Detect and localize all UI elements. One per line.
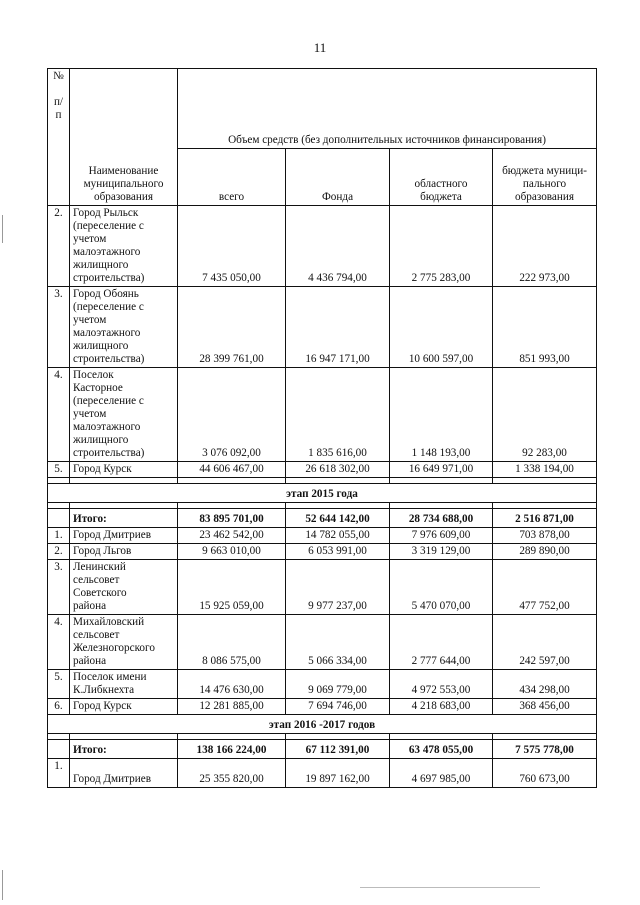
- row-regional: 10 600 597,00: [390, 287, 493, 368]
- row-total: 25 355 820,00: [178, 759, 286, 788]
- table-row: [48, 462, 597, 478]
- table-row: [48, 759, 597, 788]
- total-fund: 67 112 391,00: [286, 740, 390, 759]
- row-number: 3.: [48, 287, 70, 368]
- stage-2015-title: этап 2015 года: [48, 484, 597, 503]
- stage-2016-total-row: [48, 740, 597, 759]
- row-number: 5.: [48, 462, 70, 478]
- table-row: [48, 287, 597, 368]
- row-number: 2.: [48, 206, 70, 287]
- header-no-label: №: [53, 70, 64, 82]
- row-regional: 2 777 644,00: [390, 615, 493, 670]
- row-municipal: 368 456,00: [493, 699, 597, 715]
- scan-artifact-line: [360, 887, 540, 888]
- row-total: 15 925 059,00: [178, 560, 286, 615]
- row-total: 3 076 092,00: [178, 368, 286, 462]
- row-total: 23 462 542,00: [178, 528, 286, 544]
- row-fund: 7 694 746,00: [286, 699, 390, 715]
- row-municipal: 434 298,00: [493, 670, 597, 699]
- total-all: 83 895 701,00: [178, 509, 286, 528]
- row-fund: 16 947 171,00: [286, 287, 390, 368]
- stage-2015-row: [48, 484, 597, 503]
- total-regional: 28 734 688,00: [390, 509, 493, 528]
- row-regional: 16 649 971,00: [390, 462, 493, 478]
- total-label: Итого:: [70, 509, 178, 528]
- row-total: 8 086 575,00: [178, 615, 286, 670]
- row-number: 4.: [48, 368, 70, 462]
- row-regional: 4 218 683,00: [390, 699, 493, 715]
- table-row: [48, 368, 597, 462]
- row-fund: 4 436 794,00: [286, 206, 390, 287]
- total-fund: 52 644 142,00: [286, 509, 390, 528]
- row-total: 14 476 630,00: [178, 670, 286, 699]
- funding-table: [47, 68, 597, 788]
- header-cell-municipal: бюджета муници- пального образования: [493, 148, 597, 205]
- row-municipal: 92 283,00: [493, 368, 597, 462]
- row-municipal: 242 597,00: [493, 615, 597, 670]
- row-name: Город Льгов: [70, 544, 178, 560]
- header-pp-label: п/ п: [53, 96, 64, 121]
- header-cell-group: Объем средств (без дополнительных источников финансирования): [178, 69, 597, 149]
- row-municipal: 477 752,00: [493, 560, 597, 615]
- row-regional: 1 148 193,00: [390, 368, 493, 462]
- total-label: Итого:: [70, 740, 178, 759]
- total-regional: 63 478 055,00: [390, 740, 493, 759]
- row-total: 9 663 010,00: [178, 544, 286, 560]
- row-total: 28 399 761,00: [178, 287, 286, 368]
- row-municipal: 760 673,00: [493, 759, 597, 788]
- row-number: 2.: [48, 544, 70, 560]
- page-number: 11: [313, 40, 327, 55]
- table-row: [48, 699, 597, 715]
- row-number: 1.: [48, 528, 70, 544]
- row-municipal: 222 973,00: [493, 206, 597, 287]
- stage-2015-total-row: [48, 509, 597, 528]
- total-all: 138 166 224,00: [178, 740, 286, 759]
- row-number: 5.: [48, 670, 70, 699]
- row-regional: 4 697 985,00: [390, 759, 493, 788]
- row-fund: 6 053 991,00: [286, 544, 390, 560]
- table-header-row: [48, 69, 597, 149]
- total-municipal: 2 516 871,00: [493, 509, 597, 528]
- row-fund: 14 782 055,00: [286, 528, 390, 544]
- table-row: [48, 670, 597, 699]
- row-total: 7 435 050,00: [178, 206, 286, 287]
- row-name: Город Обоянь (переселение с учетом малоэтажного жилищного строительства): [70, 287, 178, 368]
- row-fund: 26 618 302,00: [286, 462, 390, 478]
- total-municipal: 7 575 778,00: [493, 740, 597, 759]
- row-number: 1.: [48, 759, 70, 788]
- row-total: 12 281 885,00: [178, 699, 286, 715]
- header-cell-total: всего: [178, 148, 286, 205]
- row-regional: 5 470 070,00: [390, 560, 493, 615]
- row-fund: 5 066 334,00: [286, 615, 390, 670]
- row-name: Город Дмитриев: [70, 528, 178, 544]
- row-regional: 2 775 283,00: [390, 206, 493, 287]
- header-cell-regional: областного бюджета: [390, 148, 493, 205]
- row-number: 3.: [48, 560, 70, 615]
- row-name: Михайловский сельсовет Железногорского района: [70, 615, 178, 670]
- row-fund: 9 069 779,00: [286, 670, 390, 699]
- header-cell-name: Наименование муниципального образования: [70, 69, 178, 206]
- row-total: 44 606 467,00: [178, 462, 286, 478]
- table-row: [48, 206, 597, 287]
- row-name: Поселок имени К.Либкнехта: [70, 670, 178, 699]
- row-municipal: 703 878,00: [493, 528, 597, 544]
- row-name: Поселок Касторное (переселение с учетом малоэтажного жилищного строительства): [70, 368, 178, 462]
- row-number: 4.: [48, 615, 70, 670]
- row-regional: 4 972 553,00: [390, 670, 493, 699]
- row-fund: 19 897 162,00: [286, 759, 390, 788]
- row-name: Город Курск: [70, 699, 178, 715]
- header-cell-fund: Фонда: [286, 148, 390, 205]
- table-row: [48, 560, 597, 615]
- scan-edge-mark: [2, 215, 3, 243]
- table-row: [48, 528, 597, 544]
- row-name: Город Рыльск (переселение с учетом малоэтажного жилищного строительства): [70, 206, 178, 287]
- row-regional: 7 976 609,00: [390, 528, 493, 544]
- row-regional: 3 319 129,00: [390, 544, 493, 560]
- scan-edge-mark: [2, 870, 3, 900]
- row-name: Город Дмитриев: [70, 759, 178, 788]
- table-row: [48, 544, 597, 560]
- stage-2016-row: [48, 715, 597, 734]
- table-row: [48, 615, 597, 670]
- row-municipal: 289 890,00: [493, 544, 597, 560]
- stage-2016-title: этап 2016 -2017 годов: [48, 715, 597, 734]
- row-name: Город Курск: [70, 462, 178, 478]
- header-cell-number: [48, 69, 70, 206]
- row-municipal: 1 338 194,00: [493, 462, 597, 478]
- row-municipal: 851 993,00: [493, 287, 597, 368]
- row-fund: 9 977 237,00: [286, 560, 390, 615]
- row-number: 6.: [48, 699, 70, 715]
- row-fund: 1 835 616,00: [286, 368, 390, 462]
- row-name: Ленинский сельсовет Советского района: [70, 560, 178, 615]
